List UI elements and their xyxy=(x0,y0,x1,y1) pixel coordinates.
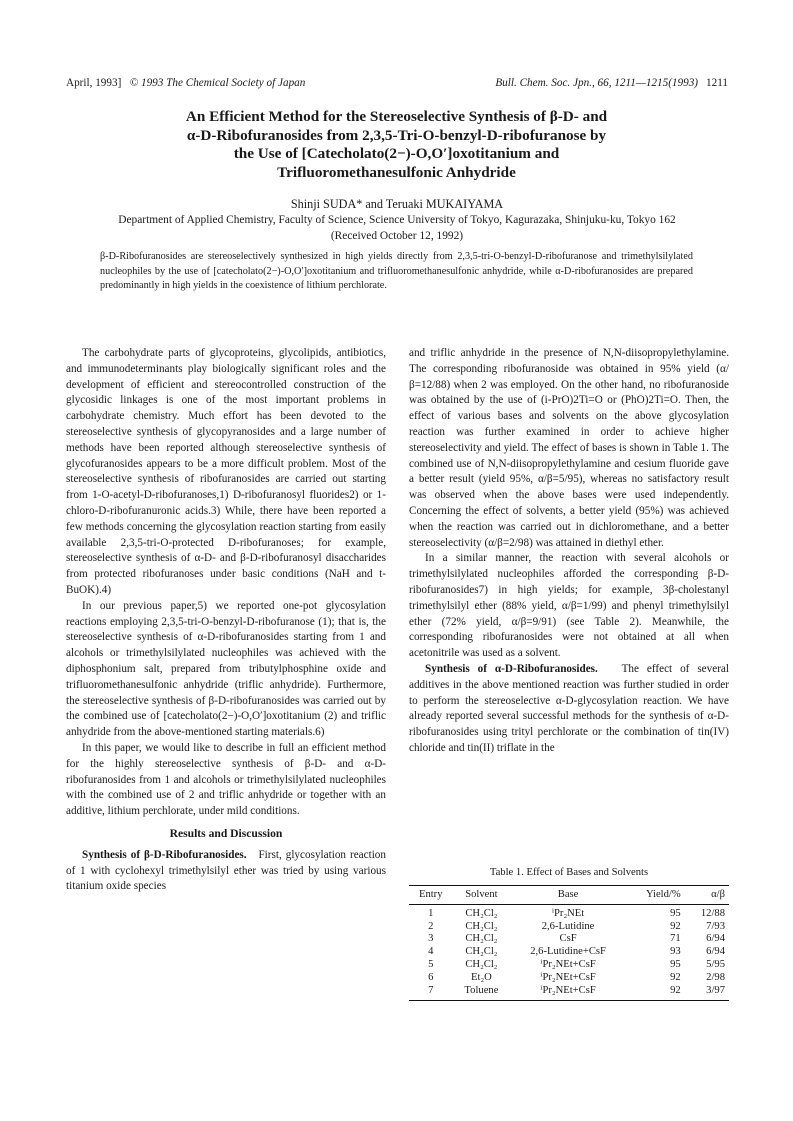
table-row xyxy=(409,972,729,985)
base-cell: ⁱPr₂NEt+CsF xyxy=(540,958,596,970)
paragraph: In this paper, we would like to describe in full an efficient method for the highly stereoselective synthesis of β-D- and α-D-ribofuranosides from 1 and alcohols or trimethylsilylated nucleophiles with the combined use of 2 and triflic anhydride or together with an additive, lithium perchlorate, under mild conditions. xyxy=(66,741,386,818)
entry-cell: 2 xyxy=(428,920,434,932)
paragraph: In our previous paper,5) we reported one-pot glycosylation reactions employing 2,3,5-tri-O-benzyl-D-ribofuranose (1); that is, the stereoselective synthesis of α-D-ribofuranosides starting from 1 and alcohols or trimethylsilylated nucleophiles was achieved with the diphosphonium salt, prepared from tributylphosphine oxide and trifluoromethanesulfonic anhydride (triflic anhydride). Furthermore, the stereoselective synthesis of β-D-ribofuranosides was carried out by the combined use of [catecholato(2−)-O,O′]oxotitanium (2) and triflic anhydride from the above-mentioned starting materials.6) xyxy=(66,599,386,739)
solvent-cell: CH₂Cl₂ xyxy=(465,907,498,919)
yield-cell: 95 xyxy=(670,907,681,919)
paragraph-text: The effect of several additives in the above mentioned reaction was further studied in order to perform the stereoselective α-D-glycosylation reaction. We have already reported several successful methods for the synthesis of α-D-ribofuranosides using trityl perchlorate or the combination of tin(IV) chloride and tin(II) triflate in the xyxy=(409,662,729,754)
entry-cell: 7 xyxy=(428,984,434,996)
paragraph: and triflic anhydride in the presence of N,N-diisopropylethylamine. The corresponding ribofuranoside was obtained in 95% yield (α/β=12/88) when 2 was employed. On the other hand, no ribofuranoside was obtained by the use of (i-PrO)2Ti=O or (PhO)2Ti=O. Then, the effect of various bases and solvents on the above glycosylation reaction was further examined in order to achieve higher stereoselectivity and yield. The effect of bases is shown in Table 1. The combined use of N,N-diisopropylethylamine and cesium fluoride gave a better result (yield 95%, α/β=5/95), whereas no satisfactory result was observed when the above bases were used independently. Concerning the effect of solvents, a better yield (95%) was achieved when the reaction was carried out in dichloromethane, and a better stereoselectivity (α/β=2/98) was attained in diethyl ether. xyxy=(409,347,729,549)
title-line: Trifluoromethanesulfonic Anhydride xyxy=(277,163,516,181)
yield-cell: 92 xyxy=(670,920,681,932)
table-1 xyxy=(409,866,729,1001)
table-row xyxy=(409,946,729,959)
solvent-cell: Toluene xyxy=(464,984,499,996)
results-table xyxy=(409,885,729,1001)
yield-cell: 95 xyxy=(670,958,681,970)
ratio-cell: 6/94 xyxy=(706,946,725,958)
journal-citation: Bull. Chem. Soc. Jpn., 66, 1211—1215(1993) xyxy=(495,77,699,89)
issue-date: April, 1993] xyxy=(66,77,122,89)
header-right xyxy=(495,76,728,90)
ratio-cell: 12/88 xyxy=(700,907,725,919)
header-left xyxy=(66,76,305,90)
running-header xyxy=(66,76,728,90)
column-header: Yield/% xyxy=(645,889,681,900)
table-row xyxy=(409,933,729,946)
column-header: α/β xyxy=(711,889,725,900)
table-row xyxy=(409,985,729,1001)
base-cell: 2,6-Lutidine+CsF xyxy=(530,946,606,958)
solvent-cell: CH₂Cl₂ xyxy=(465,946,498,958)
copyright-notice: © 1993 The Chemical Society of Japan xyxy=(129,77,306,89)
paragraph: The carbohydrate parts of glycoproteins, glycolipids, antibiotics, and immunodeterminants play biologically significant roles and the development of efficient and stereocontrolled construction of the glycosidic linkages is one of the most important problems in carbohydrate chemistry. Much effort has been devoted to the stereoselective synthesis of glycopyranosides and a large number of methods have been reported although stereoselective synthesis of glycofuranosides appears to be a more difficult problem. Most of the stereoselective synthesis of ribofuranosides are carried out starting from 1-O-acetyl-D-ribofuranoses,1) D-ribofuranosyl fluorides2) or 1-chloro-D-ribofuranuronic acids.3) While, there have been reported a few methods concerning the glycosylation reaction starting from easily available 2,3,5-tri-O-protected D-ribofuranoses; for example, stereoselective synthesis of α-D- and β-D-ribofuranosyl disaccharides from protected ribofuranoses under basic conditions (NaH and t-BuOK).4) xyxy=(66,347,386,596)
yield-cell: 71 xyxy=(670,933,681,945)
paragraph: In a similar manner, the reaction with several alcohols or trimethylsilylated nucleophiles afforded the corresponding β-D-ribofuranosides7) in high yields; for example, 3β-cholestanyl trimethylsilyl ether (88% yield, α/β=1/99) and phenyl trimethylsilyl ether (72% yield, α/β=9/91) (see Table 2). Meanwhile, the corresponding ribofuranosides were not obtained at all when acetonitrile was used as a solvent. xyxy=(409,552,729,660)
right-column xyxy=(409,346,729,757)
entry-cell: 3 xyxy=(428,933,434,945)
base-cell: 2,6-Lutidine xyxy=(541,920,595,932)
base-cell: ⁱPr₂NEt+CsF xyxy=(540,971,596,983)
solvent-cell: CH₂Cl₂ xyxy=(465,920,498,932)
column-header: Solvent xyxy=(465,889,498,900)
page-number: 1211 xyxy=(706,77,728,89)
yield-cell: 92 xyxy=(670,971,681,983)
title-line: An Efficient Method for the Stereoselective Synthesis of β-D- and xyxy=(185,108,608,125)
abstract: β-D-Ribofuranosides are stereoselectively synthesized in high yields directly from 2,3,5-tri-O-benzyl-D-ribofuranose and trimethylsilylated nucleophiles by the use of [catecholato(2−)-O,O′]oxotitanium and trifluoromethanesulfonic anhydride, while α-D-ribofuranosides are prepared predominantly in high yields in the coexistence of lithium perchlorate. xyxy=(100,251,693,291)
article-title xyxy=(100,108,693,182)
ratio-cell: 3/97 xyxy=(706,984,725,996)
solvent-cell: CH₂Cl₂ xyxy=(465,958,498,970)
section-heading: Results and Discussion xyxy=(169,826,283,840)
solvent-cell: CH₂Cl₂ xyxy=(465,933,498,945)
affiliation-block xyxy=(66,212,728,244)
entry-cell: 5 xyxy=(428,958,434,970)
table-row xyxy=(409,921,729,934)
table-row xyxy=(409,904,729,920)
entry-cell: 6 xyxy=(428,971,434,983)
title-line: α-D-Ribofuranosides from 2,3,5-Tri-O-benzyl-D-ribofuranose by xyxy=(186,126,607,144)
title-line: the Use of [Catecholato(2−)-O,O′]oxotitanium and xyxy=(233,145,560,162)
affiliation: Department of Applied Chemistry, Faculty of Science, Science University of Tokyo, Kagurazaka, Shinjuku-ku, Tokyo 162 xyxy=(118,214,676,226)
paragraph xyxy=(66,848,386,895)
entry-cell: 1 xyxy=(428,907,434,919)
author-line: Shinji SUDA* and Teruaki MUKAIYAMA xyxy=(290,197,504,211)
entry-cell: 4 xyxy=(428,946,434,958)
table-row xyxy=(409,959,729,972)
solvent-cell: Et₂O xyxy=(471,971,492,983)
base-cell: ⁱPr₂NEt xyxy=(551,907,585,919)
yield-cell: 93 xyxy=(670,946,681,958)
table-caption: Table 1. Effect of Bases and Solvents xyxy=(489,867,649,878)
subsection-heading: Synthesis of α-D-Ribofuranosides. xyxy=(425,662,598,675)
received-date: (Received October 12, 1992) xyxy=(330,230,464,242)
ratio-cell: 2/98 xyxy=(706,971,725,983)
left-column xyxy=(66,346,386,895)
ratio-cell: 6/94 xyxy=(706,933,725,945)
ratio-cell: 5/95 xyxy=(706,958,725,970)
column-header: Base xyxy=(557,889,579,900)
ratio-cell: 7/93 xyxy=(706,920,725,932)
base-cell: ⁱPr₂NEt+CsF xyxy=(540,984,596,996)
subsection-heading: Synthesis of β-D-Ribofuranosides. xyxy=(82,848,247,861)
table-header-row xyxy=(409,886,729,905)
column-header: Entry xyxy=(418,889,443,900)
yield-cell: 92 xyxy=(670,984,681,996)
base-cell: CsF xyxy=(559,933,577,945)
paragraph xyxy=(409,662,729,757)
paragraph-text: First, glycosylation reaction of 1 with cyclohexyl trimethylsilyl ether was tried by using various titanium oxide species xyxy=(66,848,386,893)
